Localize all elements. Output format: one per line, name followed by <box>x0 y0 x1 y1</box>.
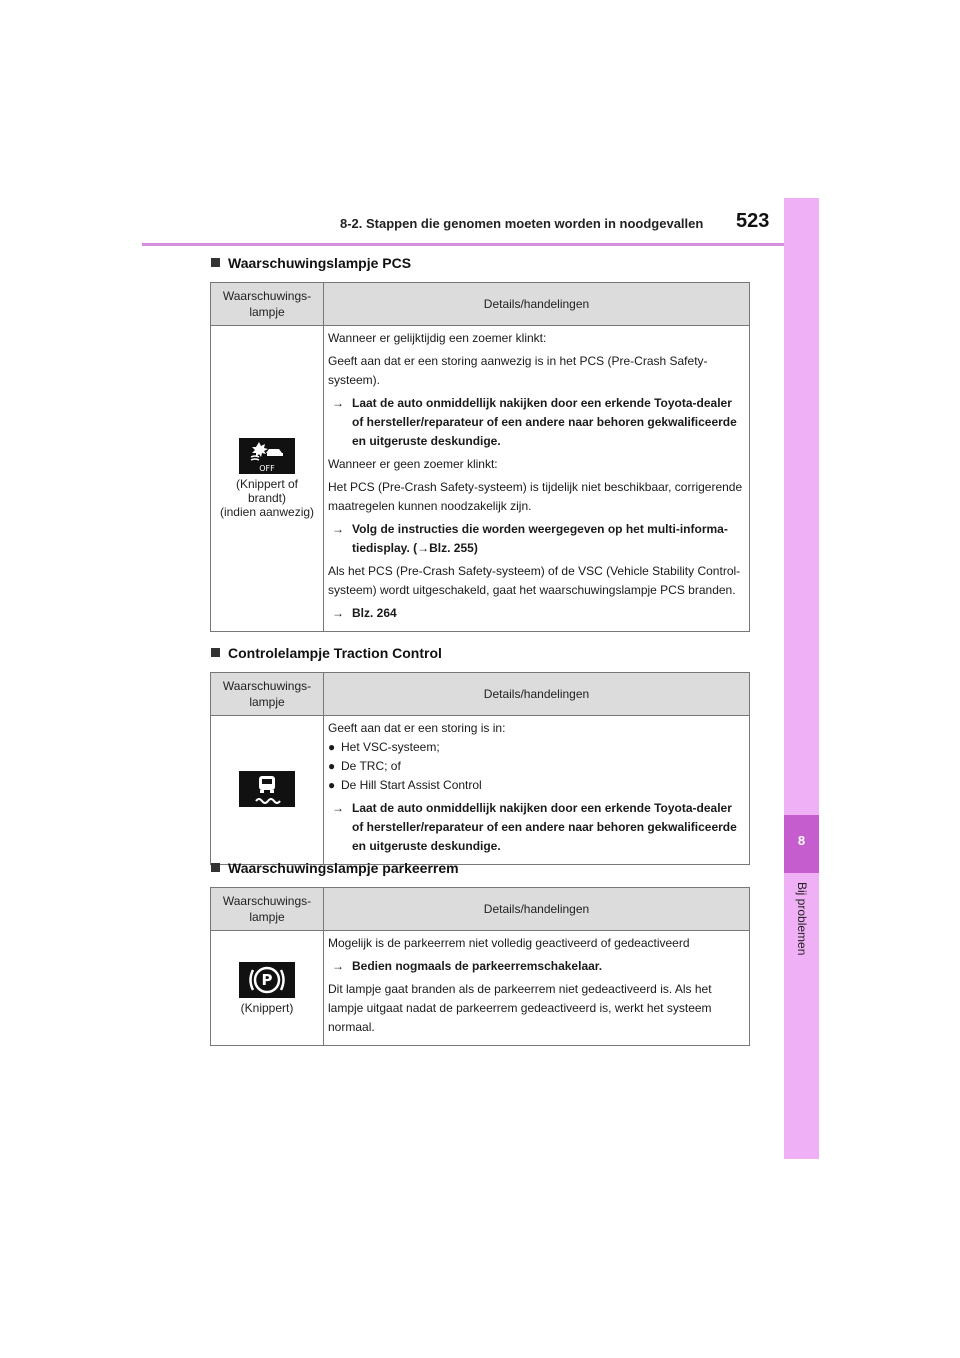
action-line: → Laat de auto onmiddellijk nakijken door een erkende Toyota-dealer of hersteller/reparateur of een andere naar behoren gekwalificeerde en uitgeruste deskundige. <box>328 799 743 856</box>
side-tab-label <box>782 882 822 972</box>
bullet-icon: ● <box>328 740 336 754</box>
square-bullet-icon <box>211 648 220 657</box>
icon-caption: (Knippert of brandt) (indien aanwezig) <box>219 477 315 519</box>
icon-caption: (Knippert) <box>240 1000 294 1015</box>
action-line: → Bedien nogmaals de parkeerremschakelaar. <box>328 957 743 976</box>
header-cell-details: Details/handelingen <box>324 673 750 716</box>
detail-text: Dit lampje gaat branden als de parkeerrem niet gedeactiveerd is. Als het lampje uitgaat nadat de parkeerrem gedeactiveerd is, werkt het systeem normaal. <box>328 982 712 1034</box>
section-title-pcs: Waarschuwingslampje PCS <box>211 255 411 271</box>
lamp-cell <box>211 931 324 1046</box>
arrow-icon: → <box>332 522 344 536</box>
table-traction <box>210 672 750 865</box>
details-cell <box>324 716 750 865</box>
detail-text: Het PCS (Pre-Crash Safety-systeem) is tijdelijk niet beschikbaar, corrigerende maatregelen kunnen noodzakelijk zijn. <box>328 480 743 513</box>
page-reference-link[interactable]: Blz. 255 <box>429 541 474 555</box>
bullet-icon: ● <box>328 759 336 773</box>
table-parking-brake <box>210 887 750 1046</box>
details-cell <box>324 326 750 632</box>
svg-text:P: P <box>261 970 273 989</box>
arrow-icon: → <box>332 801 344 815</box>
header-cell-details: Details/handelingen <box>324 888 750 931</box>
detail-text: Mogelijk is de parkeerrem niet volledig geactiveerd of gedeactiveerd <box>328 936 690 950</box>
parking-brake-icon <box>239 962 295 998</box>
arrow-icon: → <box>332 396 344 410</box>
section-title-traction: Controlelampje Traction Control <box>211 645 442 661</box>
page-number: 523 <box>736 210 770 232</box>
action-line: → Volg de instructies die worden weergegeven op het multi-informatiedisplay. (→Blz. 255) <box>328 520 743 558</box>
table-pcs <box>210 282 750 632</box>
list-item: ● De Hill Start Assist Control <box>328 776 743 795</box>
detail-text: Geeft aan dat er een storing aanwezig is in het PCS (Pre-Crash Safety-systeem). <box>328 354 708 387</box>
chapter-header: 8-2. Stappen die genomen moeten worden in noodgevallen <box>340 216 704 231</box>
bullet-icon: ● <box>328 778 336 792</box>
lamp-cell <box>211 716 324 865</box>
list-item: ● Het VSC-systeem; <box>328 738 743 757</box>
svg-text:OFF: OFF <box>259 464 275 473</box>
arrow-icon: → <box>332 959 344 973</box>
arrow-icon: → <box>417 541 430 555</box>
square-bullet-icon <box>211 258 220 267</box>
detail-text: Als het PCS (Pre-Crash Safety-systeem) of de VSC (Vehicle Stability Control-systeem) wordt uitgeschakeld, gaat het waarschuwingslampje PCS branden. <box>328 564 741 597</box>
section-title-parking-brake: Waarschuwingslampje parkeerrem <box>211 860 459 876</box>
page-reference-link[interactable]: Blz. 264 <box>352 606 397 620</box>
pcs-off-warning-icon <box>239 438 295 474</box>
list-item: ● De TRC; of <box>328 757 743 776</box>
arrow-icon: → <box>332 606 344 620</box>
side-tab-label-text: Bij problemen <box>795 882 809 956</box>
action-line: → Laat de auto onmiddellijk nakijken door een erkende Toyota-dealer of hersteller/reparateur of een andere naar behoren gekwalificeerde en uitgeruste deskundige. <box>328 394 743 451</box>
lamp-cell <box>211 326 324 632</box>
header-cell-lamp: Waarschuwings- lampje <box>211 888 324 931</box>
header-cell-lamp: Waarschuwings- lampje <box>211 283 324 326</box>
header-cell-lamp: Waarschuwings- lampje <box>211 673 324 716</box>
traction-control-icon <box>239 771 295 807</box>
side-tab <box>784 198 819 1159</box>
header-cell-details: Details/handelingen <box>324 283 750 326</box>
header-rule <box>142 243 784 246</box>
detail-text: Wanneer er geen zoemer klinkt: <box>328 457 498 471</box>
detail-text: Wanneer er gelijktijdig een zoemer klinkt: <box>328 331 547 345</box>
square-bullet-icon <box>211 863 220 872</box>
details-cell <box>324 931 750 1046</box>
detail-text: Geeft aan dat er een storing is in: <box>328 721 506 735</box>
action-line <box>328 604 743 623</box>
side-tab-number: 8 <box>797 833 806 848</box>
